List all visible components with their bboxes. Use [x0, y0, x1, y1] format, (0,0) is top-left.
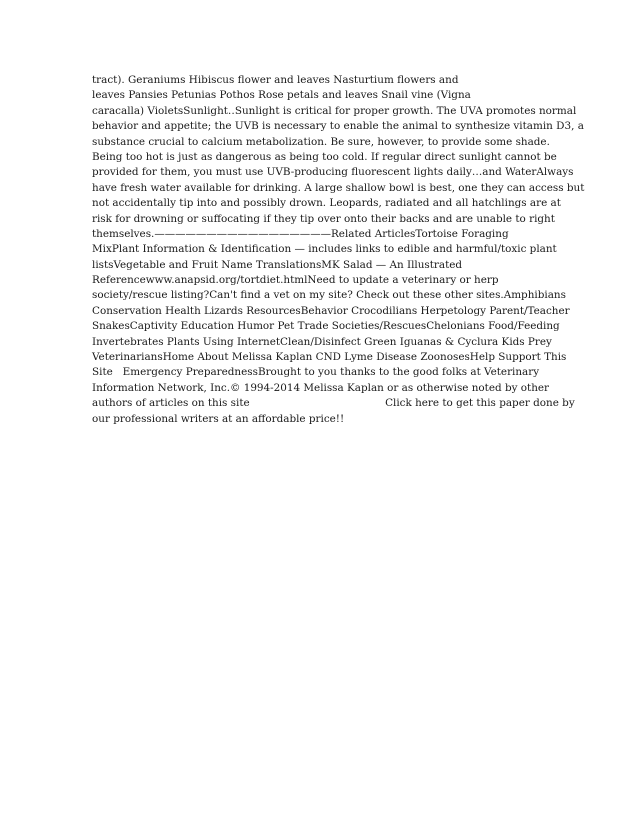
body-text — [92, 73, 585, 427]
text-line-20: Site Emergency PreparednessBrought to you thanks to the good folks at Veterinary — [92, 366, 540, 379]
text-line-14: Referencewww.anapsid.org/tortdiet.htmlNeed to update a veterinary or herp — [92, 274, 499, 287]
text-line-21: Information Network, Inc.© 1994-2014 Melissa Kaplan or as otherwise noted by other — [92, 381, 550, 394]
text-line-18: Invertebrates Plants Using InternetClean/Disinfect Green Iguanas & Cyclura Kids Prey — [92, 335, 552, 348]
text-line-17: SnakesCaptivity Education Humor Pet Trade Societies/RescuesChelonians Food/Feeding — [92, 320, 560, 333]
text-line-22: authors of articles on this site Click here to get this paper done by — [92, 397, 575, 410]
text-line-12: MixPlant Information & Identification — includes links to edible and harmful/toxic plant — [92, 243, 557, 256]
text-line-13: listsVegetable and Fruit Name TranslationsMK Salad — An Illustrated — [92, 258, 463, 271]
text-line-7: provided for them, you must use UVB-producing fluorescent lights daily…and WaterAlways — [92, 166, 574, 179]
text-line-10: risk for drowning or suffocating if they tip over onto their backs and are unable to right — [92, 212, 555, 225]
text-line-19: VeterinariansHome About Melissa Kaplan CND Lyme Disease ZoonosesHelp Support This — [92, 351, 567, 364]
text-line-15: society/rescue listing?Can't find a vet on my site? Check out these other sites.Amphibians — [92, 289, 566, 302]
text-line-4: behavior and appetite; the UVB is necessary to enable the animal to synthesize vitamin D3, a — [92, 120, 584, 133]
text-line-16: Conservation Health Lizards ResourcesBehavior Crocodilians Herpetology Parent/Teacher — [92, 304, 570, 317]
text-line-6: Being too hot is just as dangerous as being too cold. If regular direct sunlight cannot be — [92, 150, 557, 163]
text-line-11: themselves.—————————————————Related ArticlesTortoise Foraging — [92, 227, 509, 240]
text-line-1: tract). Geraniums Hibiscus flower and leaves Nasturtium flowers and — [92, 74, 459, 86]
text-line-8: have fresh water available for drinking. A large shallow bowl is best, one they can access but — [92, 181, 585, 194]
text-line-23: our professional writers at an affordable price!! — [92, 412, 345, 425]
text-line-5: substance crucial to calcium metabolization. Be sure, however, to provide some shade. — [92, 135, 550, 148]
text-line-3: caracalla) VioletsSunlight‥Sunlight is critical for proper growth. The UVA promotes normal — [92, 104, 577, 117]
text-line-2: leaves Pansies Petunias Pothos Rose petals and leaves Snail vine (Vigna — [92, 89, 471, 102]
text-line-9: not accidentally tip into and possibly drown. Leopards, radiated and all hatchlings are at — [92, 197, 561, 210]
